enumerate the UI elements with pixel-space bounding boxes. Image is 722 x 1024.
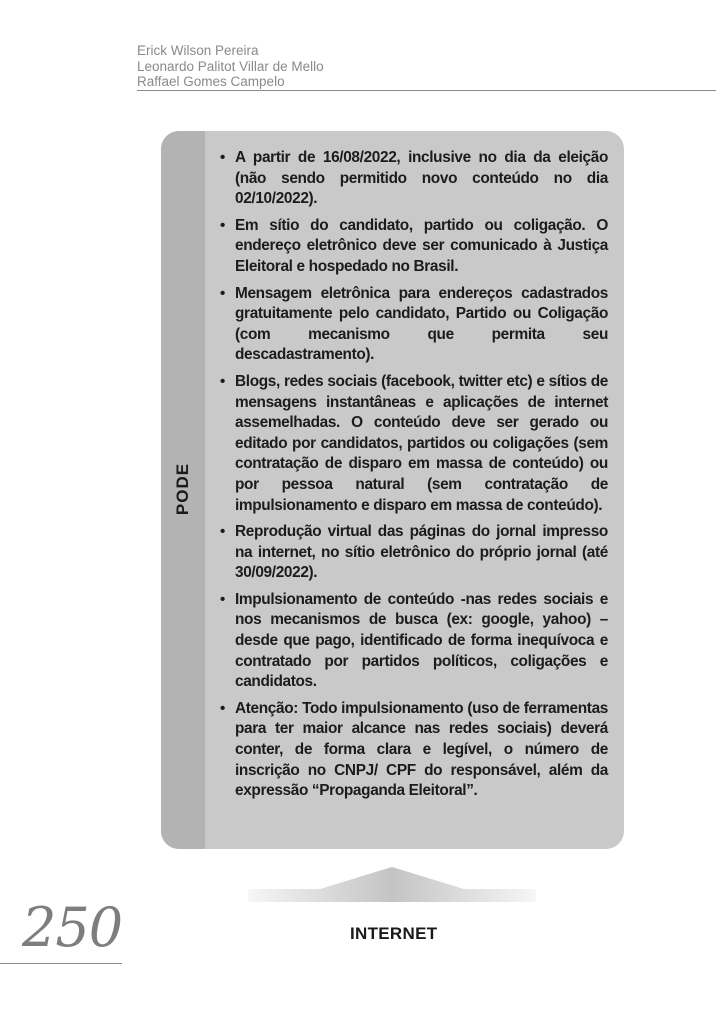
bullet-icon: • <box>220 284 225 302</box>
author-list <box>137 43 324 90</box>
author-name: Leonardo Palitot Villar de Mello <box>137 58 324 74</box>
list-item-text: Em sítio do candidato, partido ou coligação. O endereço eletrônico deve ser comunicado à Justiça Eleitoral e hospedado no Brasil. <box>235 216 608 275</box>
header-divider <box>137 90 716 91</box>
section-arrow-icon <box>248 867 536 902</box>
list-item <box>220 284 608 366</box>
arrow-shape <box>248 867 536 902</box>
side-band <box>161 131 205 849</box>
list-item <box>220 216 608 278</box>
list-item-text: Atenção: Todo impulsionamento (uso de ferramentas para ter maior alcance nas redes sociais) deverá conter, de forma clara e legível, o número de inscrição no CNPJ/ CPF do responsável, além da expressão “Propaganda Eleitoral”. <box>235 699 608 800</box>
author-name: Erick Wilson Pereira <box>137 43 259 58</box>
list-item <box>220 522 608 584</box>
allowed-list <box>220 148 608 808</box>
list-item-text: Mensagem eletrônica para endereços cadastrados gratuitamente pelo candidato, Partido ou Coligação (com mecanismo que permita seu descadastramento). <box>235 284 608 364</box>
page-number: 250 <box>22 896 123 959</box>
author-name: Raffael Gomes Campelo <box>137 74 285 89</box>
bullet-icon: • <box>220 216 225 234</box>
list-item <box>220 590 608 693</box>
bullet-icon: • <box>220 149 225 166</box>
bullet-icon: • <box>220 699 225 717</box>
bullet-icon: • <box>220 590 225 608</box>
footer-divider <box>0 963 122 964</box>
section-label: INTERNET <box>350 924 438 943</box>
list-item <box>220 372 608 516</box>
list-item-text: A partir de 16/08/2022, inclusive no dia da eleição (não sendo permitido novo conteúdo no dia 02/10/2022). <box>235 149 608 208</box>
pode-box <box>161 131 624 849</box>
list-item <box>220 148 608 210</box>
bullet-icon: • <box>220 523 225 541</box>
list-item-text: Impulsionamento de conteúdo -nas redes sociais e nos mecanismos de busca (ex: google, yahoo) – desde que pago, identificado de forma inequívoca e contratado por partidos políticos, coligações e candidatos. <box>235 590 608 691</box>
bullet-icon: • <box>220 372 225 390</box>
list-item-text: Blogs, redes sociais (facebook, twitter etc) e sítios de mensagens instantâneas e aplicações de internet assemelhadas. O conteúdo deve ser gerado ou editado por candidatos, partidos ou coligações (sem contratação de disparo em massa de conteúdo) ou por pessoa natural (sem contratação de impulsionamento e disparo em massa de conteúdo). <box>235 372 608 514</box>
side-label: PODE <box>173 462 192 516</box>
list-item-text: Reprodução virtual das páginas do jornal impresso na internet, no sítio eletrônico do próprio jornal (até 30/09/2022). <box>235 523 608 582</box>
list-item <box>220 699 608 802</box>
